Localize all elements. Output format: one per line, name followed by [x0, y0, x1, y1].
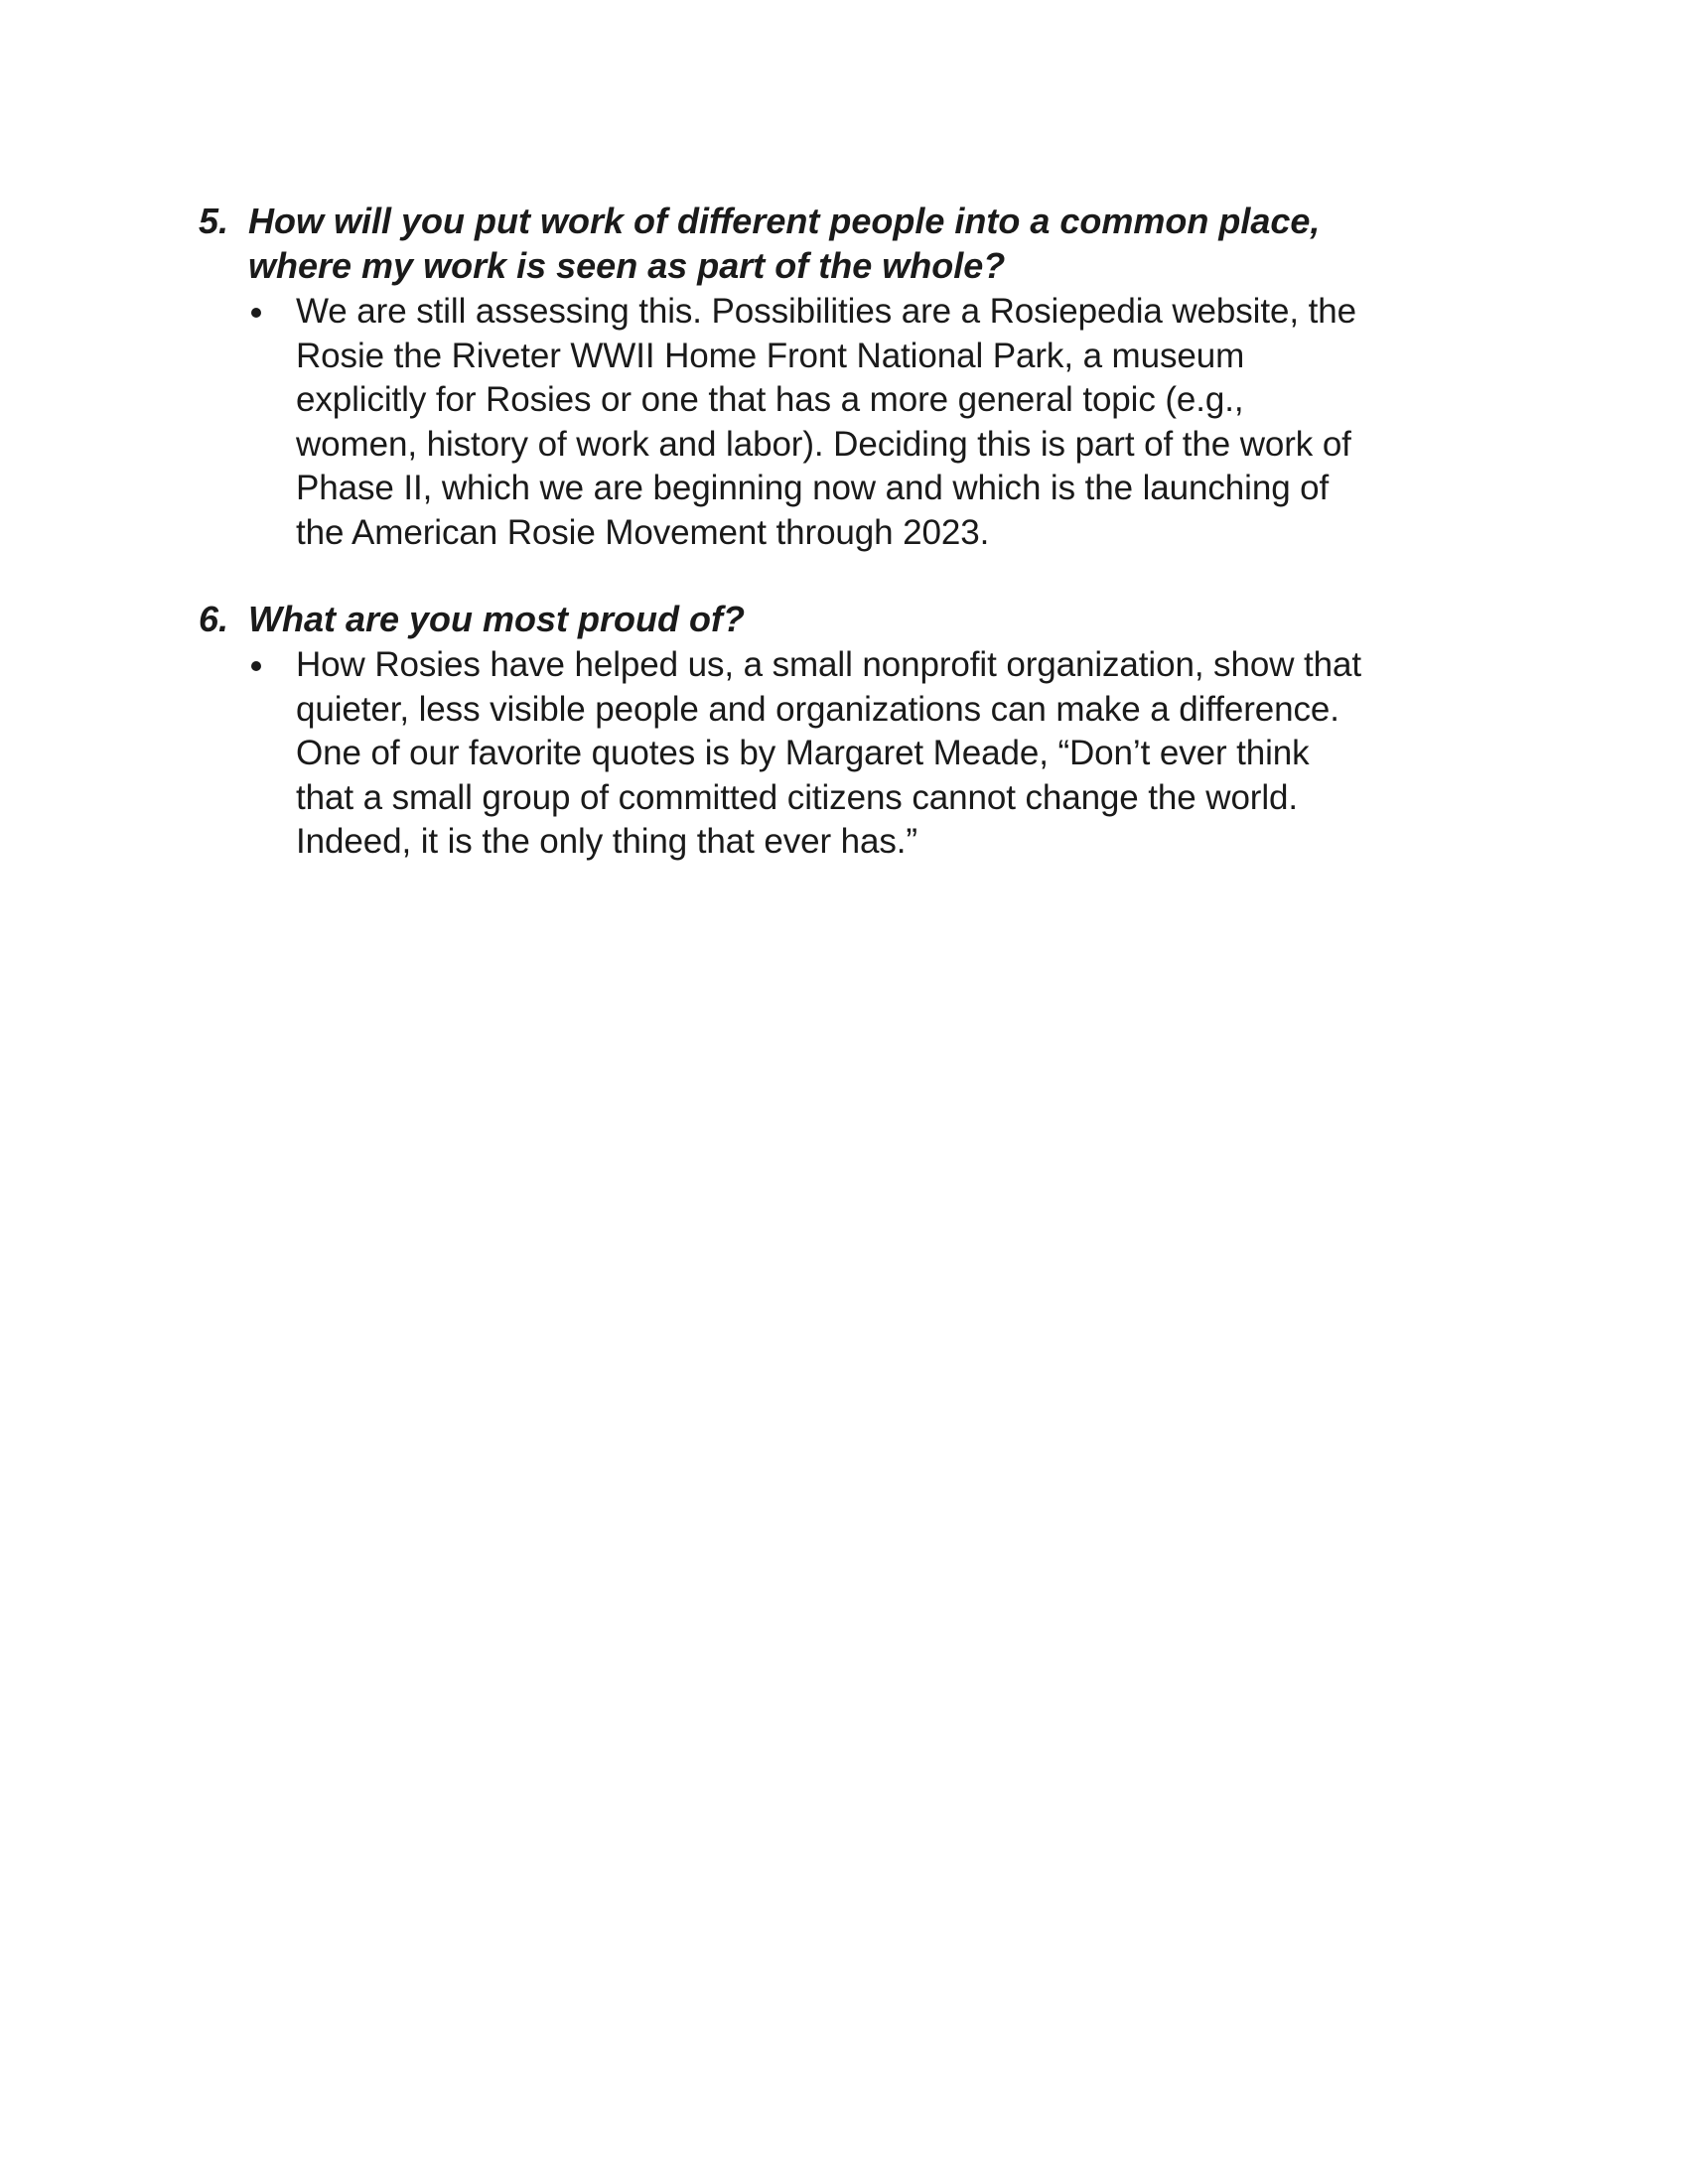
qa-item-5	[199, 199, 1509, 555]
question-number: 6.	[199, 599, 229, 639]
answer-line: women, history of work and labor). Deciding this is part of the work of	[296, 424, 1351, 464]
answer-line: that a small group of committed citizens cannot change the world.	[296, 777, 1299, 817]
question-line: How will you put work of different people into a common place,	[248, 201, 1321, 241]
qa-item-6	[199, 597, 1509, 865]
answer-line: One of our favorite quotes is by Margaret Meade, “Don’t ever think	[296, 734, 1310, 772]
bullet-icon	[248, 290, 296, 555]
question-text	[248, 199, 1509, 288]
answer-bullet-item	[248, 290, 1509, 555]
answer-line: How Rosies have helped us, a small nonprofit organization, show that	[296, 645, 1361, 684]
question-heading	[199, 597, 1509, 641]
answer-text	[296, 643, 1509, 865]
answer-line: the American Rosie Movement through 2023.	[296, 512, 990, 552]
answer-text	[296, 290, 1509, 555]
answer-line: quieter, less visible people and organizations can make a difference.	[296, 689, 1339, 729]
question-line: What are you most proud of?	[248, 599, 745, 639]
question-heading	[199, 199, 1509, 288]
answer-line: Phase II, which we are beginning now and which is the launching of	[296, 469, 1330, 507]
bullet-icon	[248, 643, 296, 865]
question-number: 5.	[199, 201, 229, 241]
question-line: where my work is seen as part of the whole?	[248, 245, 1006, 286]
answer-line: Indeed, it is the only thing that ever has.”	[296, 822, 917, 861]
answer-line: explicitly for Rosies or one that has a more general topic (e.g.,	[296, 380, 1244, 419]
answer-line: We are still assessing this. Possibilities are a Rosiepedia website, the	[296, 292, 1356, 331]
answer-line: Rosie the Riveter WWII Home Front National Park, a museum	[296, 336, 1245, 375]
question-text	[248, 597, 1509, 641]
answer-bullet-item	[248, 643, 1509, 865]
